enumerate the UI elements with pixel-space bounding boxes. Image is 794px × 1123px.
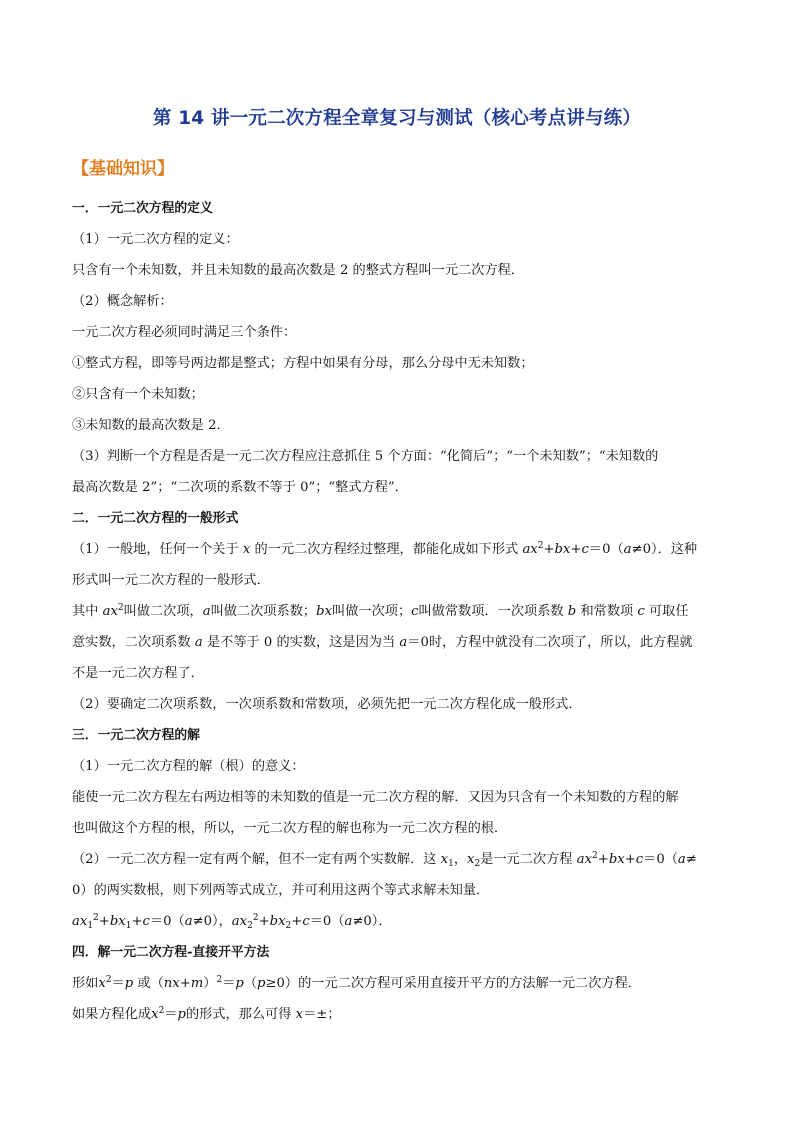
formula: $ax_1^2+bx_1+c=0(a\ne 0)$，$ax_2^2+bx_2+c=0(a\ne 0)$． [72,913,392,931]
paragraph: 不是一元二次方程了． [72,666,204,681]
paragraph: 如果方程化成$x^2=p$的形式，那么可得 x＝±； [72,1006,341,1022]
paragraph: 一元二次方程必须同时满足三个条件： [72,325,297,340]
paragraph: 意实数，二次项系数 a 是不等于 0 的实数，这是因为当 a＝0时，方程中就没有二次项了，所以，此方程就 [72,635,693,650]
section-heading-4: 四．解一元二次方程-直接开平方法 [72,945,270,960]
paragraph: 只含有一个未知数，并且未知数的最高次数是 2 的整式方程叫一元二次方程． [72,263,524,278]
paragraph: 0）的两实数根，则下列两等式成立，并可利用这两个等式求解未知量． [72,883,490,898]
section-heading-2: 二．一元二次方程的一般形式 [72,511,239,526]
paragraph: ①整式方程，即等号两边都是整式；方程中如果有分母，那么分母中无未知数； [72,356,534,371]
paragraph: 形如$x^2=p$ 或$(nx+m)^2=p(p\ge 0)$的一元二次方程可采用直接开平方的方法解一元二次方程． [72,975,641,991]
paragraph: ③未知数的最高次数是 2． [72,418,230,433]
paragraph: ②只含有一个未知数； [72,387,204,402]
page-title: 第 14 讲一元二次方程全章复习与测试（核心考点讲与练） [152,108,642,129]
paragraph: 最高次数是 2”；“二次项的系数不等于 0”；“整式方程”． [72,480,408,495]
paragraph: （1）一般地，任何一个关于 x 的一元二次方程经过整理，都能化成如下形式 $ax^2+bx+c=0(a\ne 0)$．这种 [72,541,698,557]
paragraph: （2）一元二次方程一定有两个解，但不一定有两个实数解．这 $x_1$，$x_2$是一元二次方程 $ax^2+bx+c=0(a\ne$ [72,851,697,869]
paragraph: （1）一元二次方程的定义： [72,232,239,247]
section-heading-1: 一．一元二次方程的定义 [72,201,213,216]
paragraph: （3）判断一个方程是否是一元二次方程应注意抓住 5 个方面：“化简后”；“一个未知数”；“未知数的 [72,449,659,464]
paragraph: （2）要确定二次项系数，一次项系数和常数项，必须先把一元二次方程化成一般形式． [72,697,582,712]
paragraph: （2）概念解析： [72,294,173,309]
paragraph: 能使一元二次方程左右两边相等的未知数的值是一元二次方程的解．又因为只含有一个未知数的方程的解 [72,790,679,805]
paragraph: 也叫做这个方程的根，所以，一元二次方程的解也称为一元二次方程的根． [72,821,508,836]
paragraph: 形式叫一元二次方程的一般形式． [72,573,270,588]
section-heading-3: 三．一元二次方程的解 [72,728,200,743]
section-badge: 【基础知识】 [72,159,174,179]
paragraph: （1）一元二次方程的解（根）的意义： [72,759,305,774]
paragraph: 其中 $ax^2$叫做二次项，a叫做二次项系数；bx叫做一次项；c叫做常数项．一次项系数 b 和常数项 c 可取任 [72,603,689,619]
